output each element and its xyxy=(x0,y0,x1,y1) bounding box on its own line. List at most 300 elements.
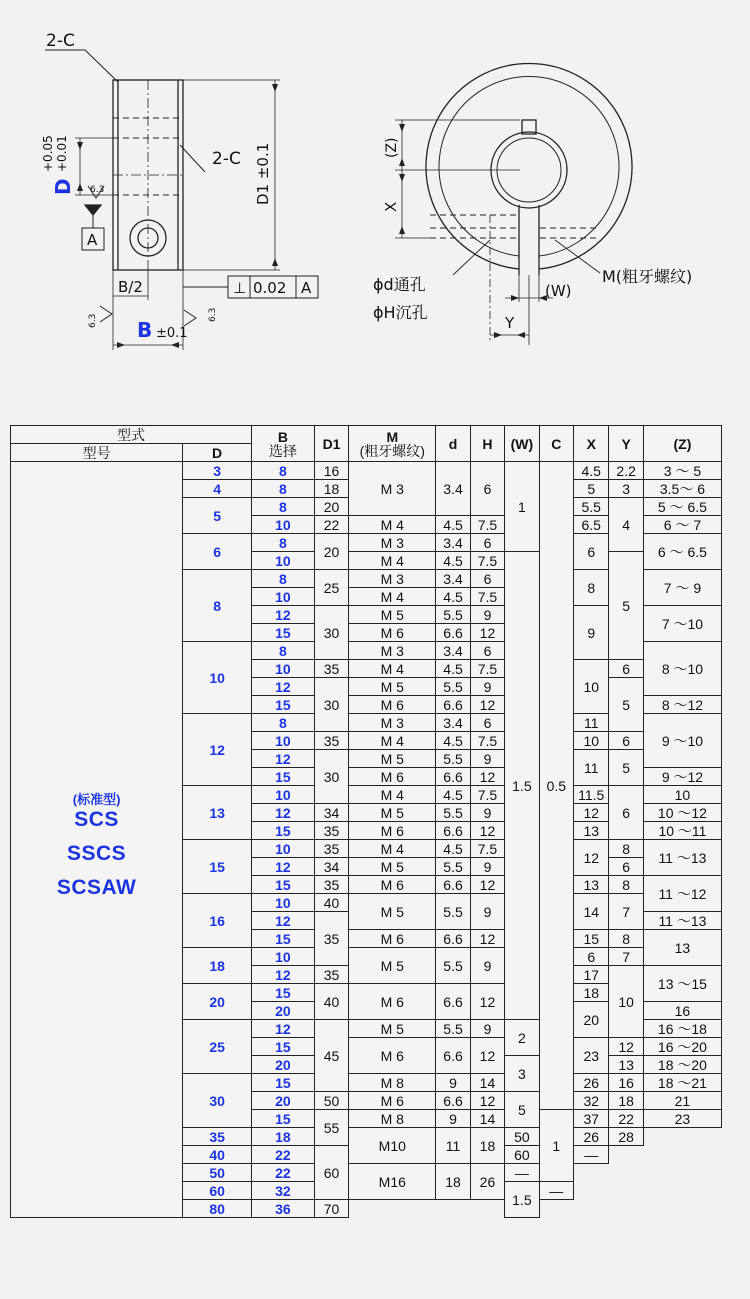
cell-y: 8 xyxy=(609,930,643,948)
cell-m: M 4 xyxy=(349,840,436,858)
cell-m: M 6 xyxy=(349,984,436,1020)
cell-b: 15 xyxy=(252,984,315,1002)
cell-y: 22 xyxy=(609,1110,643,1128)
cell-d: 6.6 xyxy=(436,1038,470,1074)
cell-d: 11 xyxy=(436,1128,470,1164)
cell-h: 12 xyxy=(470,768,504,786)
cell-x: 11.5 xyxy=(574,786,609,804)
cell-m: M 5 xyxy=(349,894,436,930)
header-m-label: M xyxy=(386,428,399,445)
cell-d: 4.5 xyxy=(436,588,470,606)
cell-x: 15 xyxy=(574,930,609,948)
front-view xyxy=(395,63,632,345)
cell-x: 14 xyxy=(574,894,609,930)
table-body xyxy=(11,462,722,1218)
cell-d: 50 xyxy=(183,1164,252,1182)
cell-z: 7 ～ 9 xyxy=(643,570,721,606)
header-b-sub: 选择 xyxy=(268,442,297,459)
cell-d: 13 xyxy=(183,786,252,840)
table-header xyxy=(11,426,722,462)
header-h: H xyxy=(470,426,504,462)
cell-x: 60 xyxy=(505,1146,539,1164)
cell-b: 15 xyxy=(252,876,315,894)
cell-d1: 40 xyxy=(314,984,348,1020)
cell-d: 6 xyxy=(183,534,252,570)
cell-w: 5 xyxy=(505,1092,539,1128)
cell-z: 16 xyxy=(643,1002,721,1020)
cell-d: 3 xyxy=(183,462,252,480)
cell-m: M 4 xyxy=(349,732,436,750)
cell-m: M 5 xyxy=(349,678,436,696)
cell-d: 3.4 xyxy=(436,570,470,588)
cell-d1: 34 xyxy=(314,858,348,876)
cell-d1: 50 xyxy=(314,1092,348,1110)
cell-m: M 6 xyxy=(349,1092,436,1110)
cell-d: 5.5 xyxy=(436,1020,470,1038)
cell-x: 20 xyxy=(574,1002,609,1038)
cell-c: 0.5 xyxy=(539,462,573,1110)
cell-h: 12 xyxy=(470,1092,504,1110)
d1-label: D1 ±0.1 xyxy=(254,142,272,205)
cell-h: 9 xyxy=(470,858,504,876)
cell-m: M 8 xyxy=(349,1110,436,1128)
header-m xyxy=(349,426,436,462)
table-row xyxy=(11,462,722,480)
cell-h: 7.5 xyxy=(470,732,504,750)
cell-b: 10 xyxy=(252,660,315,678)
d-label: D xyxy=(51,178,75,195)
cell-d1: 30 xyxy=(314,606,348,660)
cell-b: 10 xyxy=(252,786,315,804)
cell-h: 12 xyxy=(470,822,504,840)
cell-z: 9 ～10 xyxy=(643,714,721,768)
cell-d1: 70 xyxy=(314,1200,348,1218)
cell-z: 28 xyxy=(609,1128,643,1146)
perp-symbol: ⊥ xyxy=(233,279,247,297)
m-label: M(粗牙螺纹) xyxy=(602,267,693,286)
cell-m: M 6 xyxy=(349,624,436,642)
cell-d: 6.6 xyxy=(436,984,470,1020)
cell-d: 5.5 xyxy=(436,804,470,822)
cell-d: 3.4 xyxy=(436,462,470,516)
cell-h: 12 xyxy=(470,876,504,894)
cell-x: 6.5 xyxy=(574,516,609,534)
cell-b: 15 xyxy=(252,1110,315,1128)
cell-h: 7.5 xyxy=(470,840,504,858)
cell-x: 13 xyxy=(574,876,609,894)
cell-y: 12 xyxy=(609,1038,643,1056)
cell-d: 8 xyxy=(183,570,252,642)
cell-d1: 30 xyxy=(314,678,348,732)
cell-d: 9 xyxy=(436,1110,470,1128)
cell-b: 12 xyxy=(252,750,315,768)
roughness-left-label: 6.3 xyxy=(88,313,98,328)
cell-x: 12 xyxy=(574,804,609,822)
cell-x: 32 xyxy=(574,1092,609,1110)
cell-z: 16 ～18 xyxy=(643,1020,721,1038)
cell-d1: 35 xyxy=(314,966,348,984)
roughness-d-label: 6.3 xyxy=(90,185,105,195)
cell-z: 3 ～ 5 xyxy=(643,462,721,480)
cell-w: 1.5 xyxy=(505,552,539,1020)
cell-d1: 35 xyxy=(314,840,348,858)
cell-d1: 20 xyxy=(314,498,348,516)
cell-b: 20 xyxy=(252,1092,315,1110)
cell-b: 12 xyxy=(252,966,315,984)
y-label: Y xyxy=(505,314,515,332)
cell-d: 60 xyxy=(183,1182,252,1200)
spec-table-wrapper xyxy=(10,425,722,1221)
cell-m: M 6 xyxy=(349,696,436,714)
cell-h: 7.5 xyxy=(470,588,504,606)
cell-d: 6.6 xyxy=(436,876,470,894)
cell-y: 8 xyxy=(609,876,643,894)
cell-b: 12 xyxy=(252,858,315,876)
cell-b: 8 xyxy=(252,480,315,498)
cell-m: M 6 xyxy=(349,1038,436,1074)
cell-m: M 4 xyxy=(349,660,436,678)
d-tol-lower: +0.01 xyxy=(55,135,69,172)
cell-x: 6 xyxy=(574,534,609,570)
b-label: B xyxy=(137,318,153,342)
cell-d: 10 xyxy=(183,642,252,714)
cell-h: 6 xyxy=(470,642,504,660)
cell-d1: 16 xyxy=(314,462,348,480)
cell-b: 15 xyxy=(252,768,315,786)
cell-x: 11 xyxy=(574,714,609,732)
model-name: SCSAW xyxy=(56,876,137,899)
cell-w: 1 xyxy=(505,462,539,552)
cell-y: 8 xyxy=(609,840,643,858)
cell-d: 4 xyxy=(183,480,252,498)
cell-d1: 25 xyxy=(314,570,348,606)
cell-d1: 18 xyxy=(314,480,348,498)
header-y: Y xyxy=(609,426,643,462)
cell-b: 10 xyxy=(252,552,315,570)
header-c: C xyxy=(539,426,573,462)
header-b-label: B xyxy=(277,428,288,445)
cell-h: 9 xyxy=(470,606,504,624)
header-type-group: 型式 xyxy=(11,426,252,444)
cell-x: 13 xyxy=(574,822,609,840)
cell-b: 10 xyxy=(252,948,315,966)
cell-b: 8 xyxy=(252,642,315,660)
cell-z: 10 xyxy=(643,786,721,804)
cell-z: 8 ～10 xyxy=(643,642,721,696)
cell-z: 13 ～15 xyxy=(643,966,721,1002)
side-view xyxy=(45,50,318,350)
cell-d: 5 xyxy=(183,498,252,534)
cell-y: 2.2 xyxy=(609,462,643,480)
d-tol-upper: +0.05 xyxy=(41,135,55,172)
cell-b: 15 xyxy=(252,930,315,948)
cell-m: M 3 xyxy=(349,642,436,660)
collar-technical-drawing xyxy=(0,0,750,410)
cell-d: 4.5 xyxy=(436,516,470,534)
cell-y: 6 xyxy=(609,732,643,750)
perp-datum: A xyxy=(301,279,312,297)
header-small-d: d xyxy=(436,426,470,462)
collar-front-outer xyxy=(426,63,632,269)
cell-h: 7.5 xyxy=(470,552,504,570)
cell-d: 15 xyxy=(183,840,252,894)
cell-z: 8 ～12 xyxy=(643,696,721,714)
cell-h: 6 xyxy=(470,714,504,732)
cell-x: 26 xyxy=(574,1074,609,1092)
cell-d: 35 xyxy=(183,1128,252,1146)
cell-b: 32 xyxy=(252,1182,315,1200)
cell-z: 13 xyxy=(643,930,721,966)
cell-d1: 22 xyxy=(314,516,348,534)
header-d1: D1 xyxy=(314,426,348,462)
cell-y: 26 xyxy=(574,1128,609,1146)
cell-m: M 4 xyxy=(349,516,436,534)
cell-x: 5 xyxy=(574,480,609,498)
cell-m: M 3 xyxy=(349,570,436,588)
cell-z: 10 ～11 xyxy=(643,822,721,840)
w-label: (W) xyxy=(545,282,572,300)
cell-h: 9 xyxy=(470,678,504,696)
cell-b: 12 xyxy=(252,1020,315,1038)
cell-z: 11 ～13 xyxy=(643,840,721,876)
cell-d: 5.5 xyxy=(436,858,470,876)
cell-b: 15 xyxy=(252,624,315,642)
cell-d: 4.5 xyxy=(436,840,470,858)
cell-h: 26 xyxy=(470,1164,504,1200)
cell-d: 18 xyxy=(436,1164,470,1200)
cell-m: M16 xyxy=(349,1164,436,1200)
cell-m: M 6 xyxy=(349,930,436,948)
cell-m: M10 xyxy=(349,1128,436,1164)
cell-d: 5.5 xyxy=(436,678,470,696)
cell-b: 20 xyxy=(252,1056,315,1074)
cell-c: 1.5 xyxy=(505,1182,539,1218)
cell-d: 6.6 xyxy=(436,624,470,642)
cell-x: 10 xyxy=(574,732,609,750)
cell-d1: 35 xyxy=(314,660,348,678)
cell-z: 21 xyxy=(643,1092,721,1110)
cell-b: 18 xyxy=(252,1128,315,1146)
cell-m: M 4 xyxy=(349,588,436,606)
cell-z: 18 ～20 xyxy=(643,1056,721,1074)
cell-y: 10 xyxy=(609,966,643,1038)
cell-b: 10 xyxy=(252,732,315,750)
cell-z: 23 xyxy=(643,1110,721,1128)
cell-h: 6 xyxy=(470,534,504,552)
cell-d1: 40 xyxy=(314,894,348,912)
cell-z: 18 ～21 xyxy=(643,1074,721,1092)
model-series-cell xyxy=(11,462,183,1218)
cell-d1: 45 xyxy=(314,1020,348,1092)
cell-h: 9 xyxy=(470,750,504,768)
cell-x: 11 xyxy=(574,750,609,786)
cell-x: 10 xyxy=(574,660,609,714)
half-width-label: B/2 xyxy=(118,278,143,296)
cell-b: 10 xyxy=(252,840,315,858)
cell-y: 18 xyxy=(609,1092,643,1110)
cell-d: 4.5 xyxy=(436,660,470,678)
cell-d1: 30 xyxy=(314,750,348,804)
cell-b: 20 xyxy=(252,1002,315,1020)
cell-z: 6 ～ 7 xyxy=(643,516,721,534)
cell-y: 6 xyxy=(609,858,643,876)
cell-z: 9 ～12 xyxy=(643,768,721,786)
cell-d: 9 xyxy=(436,1074,470,1092)
cell-d: 25 xyxy=(183,1020,252,1074)
z-label: (Z) xyxy=(384,137,400,158)
cell-z: 3.5～ 6 xyxy=(643,480,721,498)
cell-x: 37 xyxy=(574,1110,609,1128)
cell-b: 10 xyxy=(252,588,315,606)
cell-h: 6 xyxy=(470,570,504,588)
cell-m: M 6 xyxy=(349,876,436,894)
cell-z: 16 ～20 xyxy=(643,1038,721,1056)
cell-d: 3.4 xyxy=(436,714,470,732)
cell-b: 10 xyxy=(252,894,315,912)
cell-m: M 5 xyxy=(349,804,436,822)
cell-d: 6.6 xyxy=(436,768,470,786)
cell-x: 17 xyxy=(574,966,609,984)
cell-h: 7.5 xyxy=(470,786,504,804)
h-hole-label: ϕH沉孔 xyxy=(373,303,428,322)
header-d: D xyxy=(183,444,252,462)
cell-h: 14 xyxy=(470,1074,504,1092)
cell-z: 11 ～13 xyxy=(643,912,721,930)
cell-d: 12 xyxy=(183,714,252,786)
spec-table xyxy=(10,425,722,1218)
cell-z: 10 ～12 xyxy=(643,804,721,822)
b-tol-label: ±0.1 xyxy=(156,326,188,341)
cell-y: 13 xyxy=(609,1056,643,1074)
cell-m: M 5 xyxy=(349,948,436,984)
cell-d: 6.6 xyxy=(436,1092,470,1110)
cell-d: 40 xyxy=(183,1146,252,1164)
cell-h: 12 xyxy=(470,624,504,642)
cell-m: M 4 xyxy=(349,786,436,804)
cell-w: 2 xyxy=(505,1020,539,1056)
cell-x: 50 xyxy=(505,1128,539,1146)
cell-d: 5.5 xyxy=(436,750,470,768)
cell-x: 8 xyxy=(574,570,609,606)
cell-b: 22 xyxy=(252,1146,315,1164)
cell-d: 30 xyxy=(183,1074,252,1128)
header-b xyxy=(252,426,315,462)
cell-m: M 5 xyxy=(349,750,436,768)
cell-x: 12 xyxy=(574,840,609,876)
cell-z: — xyxy=(505,1164,539,1182)
cell-b: 12 xyxy=(252,912,315,930)
cell-z: — xyxy=(574,1146,609,1164)
cell-h: 9 xyxy=(470,1020,504,1038)
cell-z: 6 ～ 6.5 xyxy=(643,534,721,570)
cell-m: M 3 xyxy=(349,714,436,732)
cell-y: 7 xyxy=(609,948,643,966)
cell-b: 36 xyxy=(252,1200,315,1218)
cell-y: 5 xyxy=(609,678,643,732)
cell-y: 5 xyxy=(609,552,643,660)
chamfer-mid-label: 2-C xyxy=(212,149,241,169)
cell-h: 9 xyxy=(470,894,504,930)
cell-d1: 55 xyxy=(314,1110,348,1146)
cell-b: 22 xyxy=(252,1164,315,1182)
cell-d: 80 xyxy=(183,1200,252,1218)
cell-b: 8 xyxy=(252,714,315,732)
cell-d: 5.5 xyxy=(436,606,470,624)
cell-b: 15 xyxy=(252,1038,315,1056)
cell-m: M 4 xyxy=(349,552,436,570)
cell-x: 18 xyxy=(574,984,609,1002)
cell-b: 15 xyxy=(252,822,315,840)
model-type-tag: (标准型) xyxy=(72,792,121,807)
cell-x: 6 xyxy=(574,948,609,966)
cell-d: 5.5 xyxy=(436,894,470,930)
model-name: SSCS xyxy=(66,842,127,865)
cell-b: 8 xyxy=(252,570,315,588)
cell-d: 6.6 xyxy=(436,822,470,840)
cell-d1: 35 xyxy=(314,912,348,966)
cell-d: 3.4 xyxy=(436,642,470,660)
cell-d: 16 xyxy=(183,894,252,948)
cell-z: 7 ～10 xyxy=(643,606,721,642)
cell-h: 9 xyxy=(470,948,504,984)
cell-d: 6.6 xyxy=(436,930,470,948)
cell-m: M 5 xyxy=(349,1020,436,1038)
cell-h: 12 xyxy=(470,930,504,948)
cell-h: 7.5 xyxy=(470,516,504,534)
cell-d1: 60 xyxy=(314,1146,348,1200)
cell-y: 7 xyxy=(609,894,643,930)
cell-d: 20 xyxy=(183,984,252,1020)
cell-b: 8 xyxy=(252,462,315,480)
collar-front-inner-ring xyxy=(439,77,619,256)
cell-d: 5.5 xyxy=(436,948,470,984)
cell-h: 7.5 xyxy=(470,660,504,678)
cell-b: 12 xyxy=(252,678,315,696)
roughness-right-label: 6.3 xyxy=(208,307,218,322)
cell-d1: 35 xyxy=(314,822,348,840)
header-w: (W) xyxy=(505,426,539,462)
cell-d: 4.5 xyxy=(436,732,470,750)
cell-x: 23 xyxy=(574,1038,609,1074)
cell-m: M 6 xyxy=(349,822,436,840)
header-z: (Z) xyxy=(643,426,721,462)
chamfer-top-label: 2-C xyxy=(46,31,75,51)
cell-d1: 35 xyxy=(314,732,348,750)
cell-d: 3.4 xyxy=(436,534,470,552)
cell-y: 5 xyxy=(609,750,643,786)
cell-m: M 8 xyxy=(349,1074,436,1092)
cell-b: 15 xyxy=(252,696,315,714)
cell-h: 12 xyxy=(470,984,504,1020)
cell-h: 18 xyxy=(470,1128,504,1164)
header-model: 型号 xyxy=(11,444,183,462)
cell-m: M 5 xyxy=(349,858,436,876)
cell-h: 6 xyxy=(470,462,504,516)
cell-d1: 20 xyxy=(314,534,348,570)
header-x: X xyxy=(574,426,609,462)
cell-m: M 3 xyxy=(349,534,436,552)
cell-m: M 3 xyxy=(349,462,436,516)
cell-b: 12 xyxy=(252,606,315,624)
cell-y: 4 xyxy=(609,498,643,552)
cell-m: M 5 xyxy=(349,606,436,624)
cell-y: 3 xyxy=(609,480,643,498)
cell-z: — xyxy=(539,1182,573,1200)
cell-h: 9 xyxy=(470,804,504,822)
x-label: X xyxy=(382,201,400,212)
cell-b: 15 xyxy=(252,1074,315,1092)
cell-m: M 6 xyxy=(349,768,436,786)
